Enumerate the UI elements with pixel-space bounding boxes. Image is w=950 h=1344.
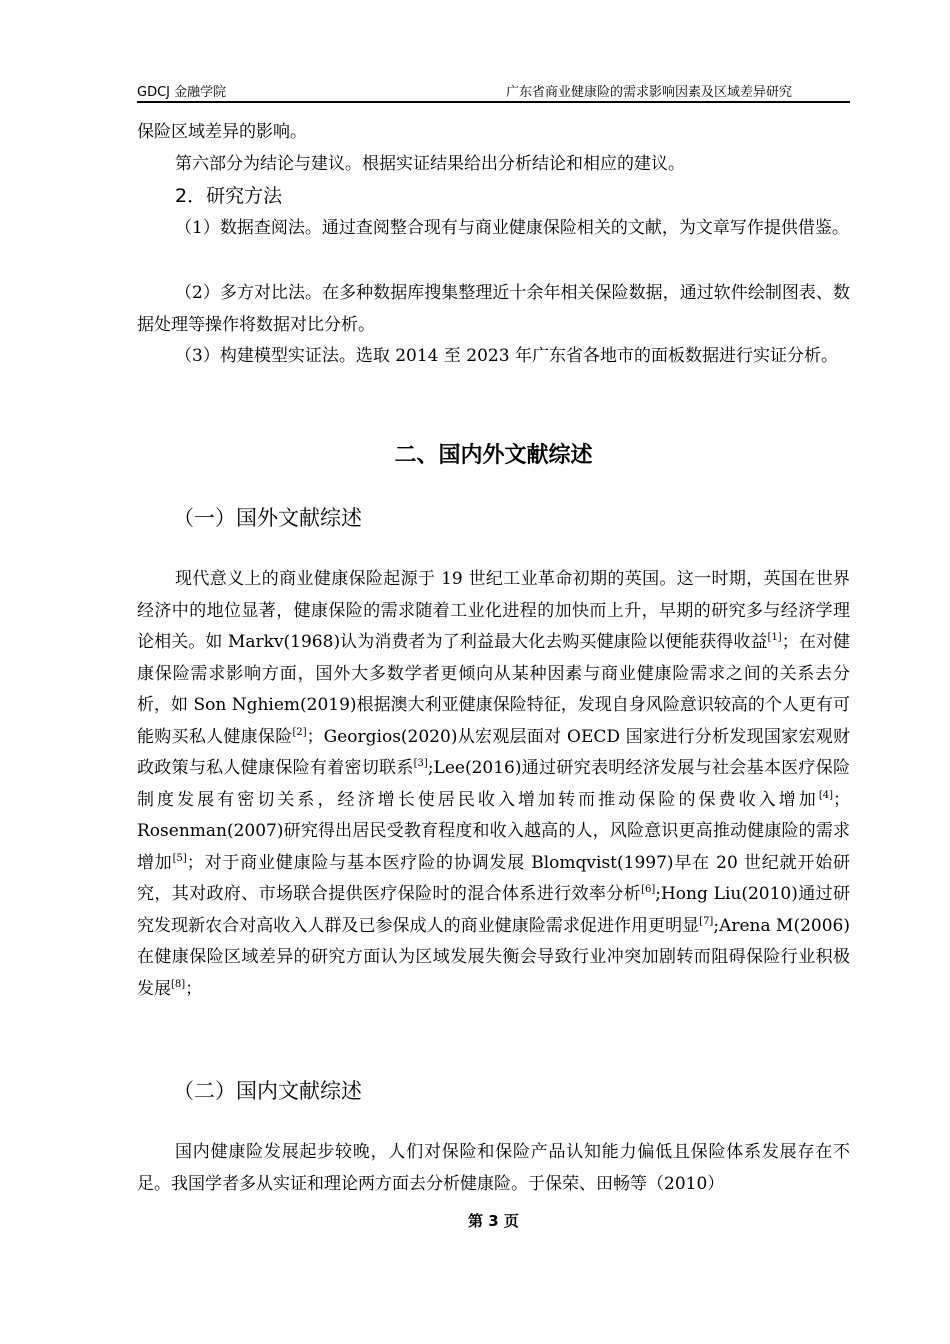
citation: [8] (171, 978, 186, 990)
header-institution: GDCJ 金融学院 (137, 85, 227, 100)
domestic-review-paragraph: 国内健康险发展起步较晚，人们对保险和保险产品认知能力偏低且保险体系发展存在不足。我国学者多从实证和理论两方面去分析健康险。于保荣、田畅等（2010） (137, 1142, 850, 1194)
paragraph-continuation: 保险区域差异的影响。 (137, 122, 307, 142)
paragraph-sixth-part: 第六部分为结论与建议。根据实证结果给出分析结论和相应的建议。 (175, 154, 685, 174)
page-number: 第 3 页 (468, 1212, 519, 1230)
citation: [3] (413, 758, 428, 769)
section-foreign-title: （一）国外文献综述 (173, 506, 362, 530)
citation: [4] (818, 789, 833, 801)
citation: [2] (292, 726, 307, 738)
chapter-title: 二、国内外文献综述 (394, 443, 593, 468)
header-thesis-title: 广东省商业健康险的需求影响因素及区域差异研究 (505, 85, 792, 100)
method-3: （3）构建模型实证法。选取 2014 至 2023 年广东省各地市的面板数据进行实证分析。 (175, 346, 838, 366)
citation: [7] (699, 915, 714, 927)
method-1: （1）数据查阅法。通过查阅整合现有与商业健康保险相关的文献，为文章写作提供借鉴。 (175, 218, 849, 238)
citation: [6] (641, 884, 656, 895)
method-2: （2）多方对比法。在多种数据库搜集整理近十余年相关保险数据，通过软件绘制图表、数据处理等操作将数据对比分析。 (137, 283, 850, 335)
methods-heading: 2．研究方法 (175, 185, 283, 207)
citation: [1] (767, 632, 782, 643)
section-domestic-title: （二）国内文献综述 (173, 1079, 362, 1103)
citation: [5] (172, 852, 187, 864)
page-header (137, 77, 850, 103)
foreign-review-paragraph: 现代意义上的商业健康保险起源于 19 世纪工业革命初期的英国。这一时期，英国在世界经济中的地位显著，健康保险的需求随着工业化进程的加快而上升，早期的研究多与经济学理论相关。如 Markv(1968)认为消费者为了利益最大化去购买健康险以便能获得收益[1]；在对健康保险需求影响方面，国外大多数学者更倾向从某种因素与商业健康险需求之间的关系去分析，如 Son Nghiem(2019)根据澳大利亚健康保险特征，发现自身风险意识较高的个人更有可能购买私人健康保险[2]；Georgios(2020)从宏观层面对 OECD 国家进行分析发现国家宏观财政政策与私人健康保险有着密切联系[3];Lee(2016)通过研究表明经济发展与社会基本医疗保险制度发展有密切关系，经济增长使居民收入增加转而推动保险的保费收入增加[4]；Rosenman(2007)研究得出居民受教育程度和收入越高的人，风险意识更高推动健康险的需求增加[5]；对于商业健康险与基本医疗险的协调发展 Blomqvist(1997)早在 20 世纪就开始研究，其对政府、市场联合提供医疗保险时的混合体系进行效率分析[6];Hong Liu(2010)通过研究发现新农合对高收入人群及已参保成人的商业健康险需求促进作用更明显[7];Arena M(2006)在健康保险区域差异的研究方面认为区域发展失衡会导致行业冲突加剧转而阻碍保险行业积极发展[8]； (137, 569, 851, 999)
